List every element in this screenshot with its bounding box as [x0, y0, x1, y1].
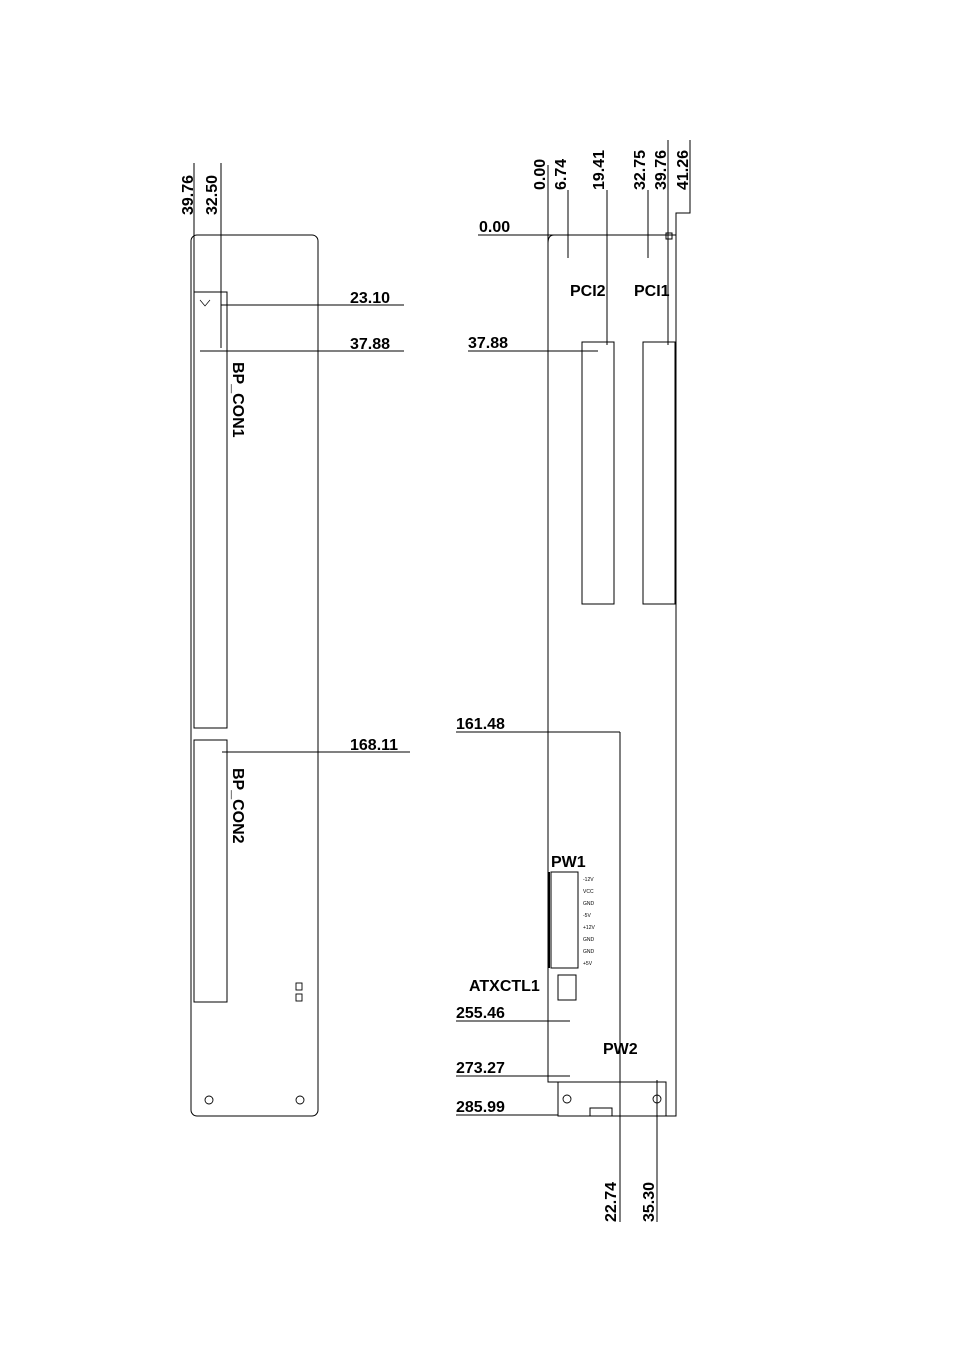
dim-273-27: 273.27: [456, 1060, 505, 1077]
label-bp-con1: BP_CON1: [229, 362, 246, 438]
dim-285-99: 285.99: [456, 1099, 505, 1116]
label-bp-con2: BP_CON2: [229, 768, 246, 844]
pw1-pin-label: +12V: [583, 925, 595, 931]
dim-35-30: 35.30: [641, 1181, 658, 1222]
dim-23-10: 23.10: [350, 290, 391, 307]
label-pci2: PCI2: [570, 283, 606, 300]
right-board-outline: [548, 235, 676, 1116]
dim-255-46: 255.46: [456, 1005, 505, 1022]
dim-0-00-left: 0.00: [479, 219, 511, 236]
dim-32-50: 32.50: [204, 174, 221, 215]
dim-6-74: 6.74: [553, 158, 570, 190]
mounting-hole: [296, 1096, 304, 1104]
dim-168-11: 168.11: [350, 737, 399, 754]
right-board: [456, 140, 692, 1222]
dim-161-48: 161.48: [456, 716, 505, 733]
pw1-pin-label: GND: [583, 949, 595, 955]
dim-37-88: 37.88: [350, 336, 391, 353]
dim-19-41: 19.41: [591, 149, 608, 190]
left-board: [180, 163, 410, 1116]
pin-square: [296, 983, 302, 990]
pw1-pin-label: GND: [583, 937, 595, 943]
pw1-pin-label: +5V: [583, 961, 593, 967]
dim-37-88-left: 37.88: [468, 335, 509, 352]
dim-39-76: 39.76: [180, 174, 197, 215]
mounting-hole: [563, 1095, 571, 1103]
label-atxctl1: ATXCTL1: [469, 978, 540, 995]
dim-22-74: 22.74: [603, 1181, 620, 1222]
dim-39-76: 39.76: [653, 149, 670, 190]
pw1-pin-label: -5V: [583, 913, 591, 919]
dim-0-00-top: 0.00: [532, 158, 549, 190]
dim-41-26: 41.26: [675, 149, 692, 190]
pw1-pin-label: -12V: [583, 877, 594, 883]
label-pw2: PW2: [603, 1041, 638, 1058]
dim-32-75: 32.75: [632, 149, 649, 190]
pin-square: [296, 994, 302, 1001]
label-pw1: PW1: [551, 854, 586, 871]
pw1-pin-label: VCC: [583, 889, 594, 895]
pw1-pin-label: GND: [583, 901, 595, 907]
label-pci1: PCI1: [634, 283, 670, 300]
mounting-hole: [205, 1096, 213, 1104]
